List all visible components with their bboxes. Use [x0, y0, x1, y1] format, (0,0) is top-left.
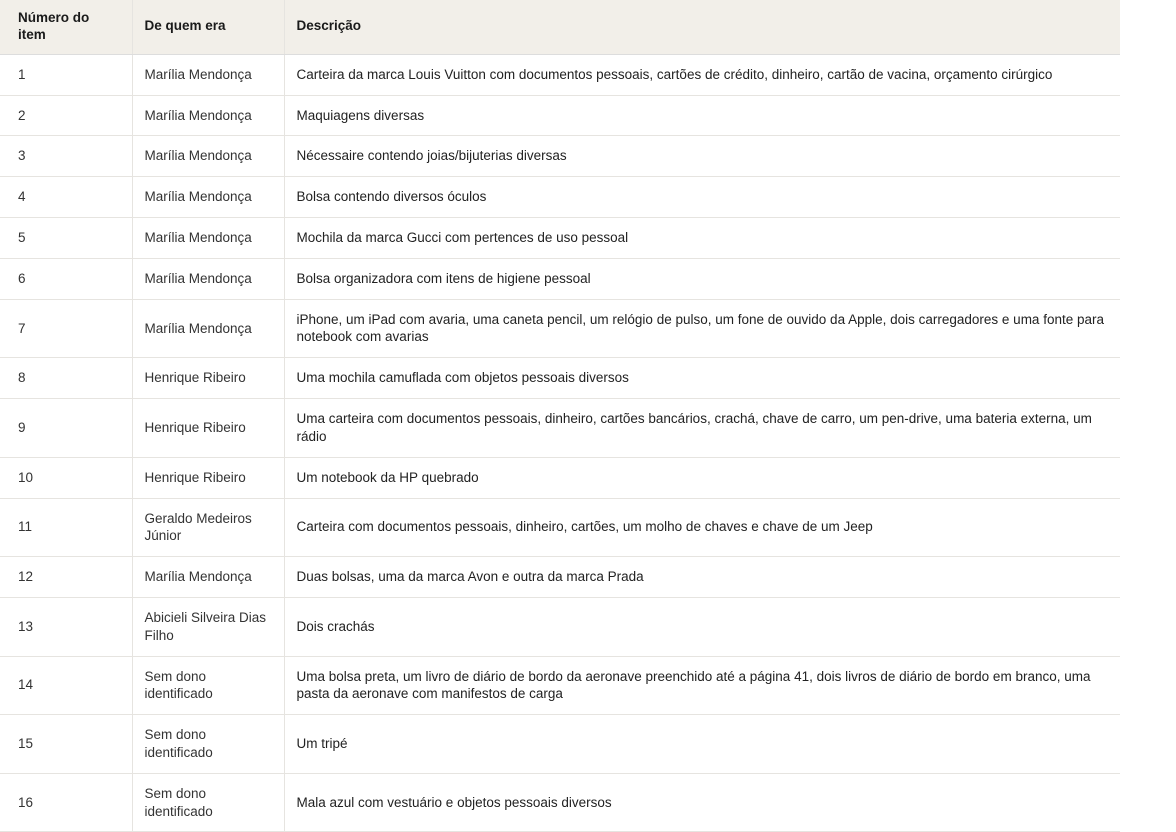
- cell-dono: Sem dono identificado: [132, 656, 284, 715]
- cell-numero: 16: [0, 773, 132, 832]
- cell-numero: 8: [0, 358, 132, 399]
- cell-numero: 14: [0, 656, 132, 715]
- table-row: [0, 95, 1120, 136]
- cell-dono: Marília Mendonça: [132, 258, 284, 299]
- cell-descricao: Bolsa organizadora com itens de higiene pessoal: [284, 258, 1120, 299]
- cell-dono: Marília Mendonça: [132, 299, 284, 358]
- cell-dono: Marília Mendonça: [132, 557, 284, 598]
- cell-numero: 1: [0, 54, 132, 95]
- table-row: [0, 399, 1120, 458]
- table-row: [0, 773, 1120, 832]
- cell-dono: Henrique Ribeiro: [132, 399, 284, 458]
- table-body: [0, 54, 1120, 832]
- cell-numero: 5: [0, 218, 132, 259]
- table-row: [0, 258, 1120, 299]
- cell-dono: Marília Mendonça: [132, 95, 284, 136]
- column-header-dono: De quem era: [132, 0, 284, 54]
- cell-dono: Abicieli Silveira Dias Filho: [132, 597, 284, 656]
- cell-descricao: Maquiagens diversas: [284, 95, 1120, 136]
- cell-numero: 11: [0, 498, 132, 557]
- cell-numero: 13: [0, 597, 132, 656]
- cell-descricao: Um notebook da HP quebrado: [284, 457, 1120, 498]
- cell-descricao: Um tripé: [284, 715, 1120, 774]
- table-row: [0, 457, 1120, 498]
- table-row: [0, 597, 1120, 656]
- table-row: [0, 177, 1120, 218]
- table-row: [0, 299, 1120, 358]
- cell-numero: 10: [0, 457, 132, 498]
- table-row: [0, 557, 1120, 598]
- cell-descricao: Nécessaire contendo joias/bijuterias diversas: [284, 136, 1120, 177]
- cell-descricao: Duas bolsas, uma da marca Avon e outra da marca Prada: [284, 557, 1120, 598]
- cell-descricao: Mochila da marca Gucci com pertences de uso pessoal: [284, 218, 1120, 259]
- cell-numero: 2: [0, 95, 132, 136]
- cell-dono: Henrique Ribeiro: [132, 457, 284, 498]
- table-header-row: [0, 0, 1120, 54]
- cell-numero: 12: [0, 557, 132, 598]
- cell-numero: 15: [0, 715, 132, 774]
- column-header-numero: Número do item: [0, 0, 132, 54]
- cell-dono: Marília Mendonça: [132, 136, 284, 177]
- cell-dono: Marília Mendonça: [132, 54, 284, 95]
- column-header-descricao: Descrição: [284, 0, 1120, 54]
- cell-descricao: Dois crachás: [284, 597, 1120, 656]
- cell-descricao: Bolsa contendo diversos óculos: [284, 177, 1120, 218]
- cell-numero: 4: [0, 177, 132, 218]
- cell-dono: Sem dono identificado: [132, 773, 284, 832]
- cell-dono: Marília Mendonça: [132, 218, 284, 259]
- cell-numero: 9: [0, 399, 132, 458]
- table-header: [0, 0, 1120, 54]
- cell-numero: 6: [0, 258, 132, 299]
- cell-descricao: iPhone, um iPad com avaria, uma caneta pencil, um relógio de pulso, um fone de ouvido da Apple, dois carregadores e uma fonte para notebook com avarias: [284, 299, 1120, 358]
- table-row: [0, 218, 1120, 259]
- cell-descricao: Uma bolsa preta, um livro de diário de bordo da aeronave preenchido até a página 41, dois livros de diário de bordo em branco, uma pasta da aeronave com manifestos de carga: [284, 656, 1120, 715]
- cell-dono: Geraldo Medeiros Júnior: [132, 498, 284, 557]
- table-row: [0, 136, 1120, 177]
- table-row: [0, 54, 1120, 95]
- cell-numero: 7: [0, 299, 132, 358]
- cell-dono: Sem dono identificado: [132, 715, 284, 774]
- cell-descricao: Carteira com documentos pessoais, dinheiro, cartões, um molho de chaves e chave de um Jeep: [284, 498, 1120, 557]
- table-row: [0, 498, 1120, 557]
- cell-descricao: Mala azul com vestuário e objetos pessoais diversos: [284, 773, 1120, 832]
- cell-descricao: Carteira da marca Louis Vuitton com documentos pessoais, cartões de crédito, dinheiro, cartão de vacina, orçamento cirúrgico: [284, 54, 1120, 95]
- cell-descricao: Uma carteira com documentos pessoais, dinheiro, cartões bancários, crachá, chave de carro, um pen-drive, uma bateria externa, um rádio: [284, 399, 1120, 458]
- table-row: [0, 358, 1120, 399]
- cell-dono: Marília Mendonça: [132, 177, 284, 218]
- cell-dono: Henrique Ribeiro: [132, 358, 284, 399]
- table-row: [0, 656, 1120, 715]
- table-row: [0, 715, 1120, 774]
- cell-descricao: Uma mochila camuflada com objetos pessoais diversos: [284, 358, 1120, 399]
- cell-numero: 3: [0, 136, 132, 177]
